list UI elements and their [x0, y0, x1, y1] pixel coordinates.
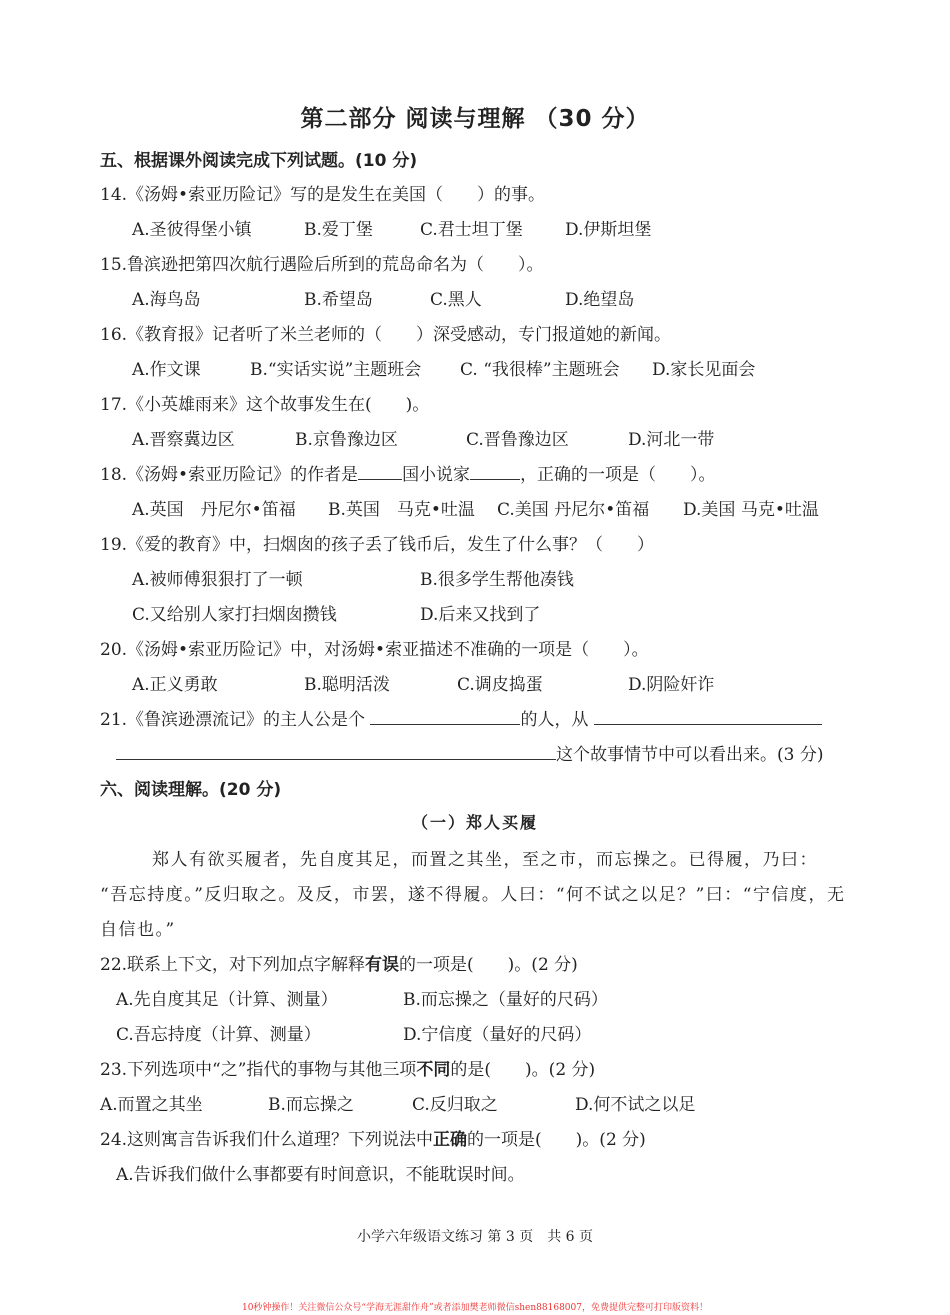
q22-option-c: C.吾忘持度（计算、测量） [116, 1025, 321, 1045]
q22-stem-a: 22.联系上下文，对下列加点字解释 [100, 955, 366, 975]
section-6-heading: 六、阅读理解。(20 分) [100, 780, 282, 800]
q15-option-d: D.绝望岛 [565, 290, 635, 310]
q17-option-a: A.晋察冀边区 [132, 430, 235, 450]
q18-blank-country[interactable] [358, 461, 402, 480]
q21-part2: 的人，从 [520, 710, 589, 730]
q24-option-a: A.告诉我们做什么事都要有时间意识，不能耽误时间。 [116, 1165, 525, 1185]
question-16: 16.《教育报》记者听了米兰老师的（ ）深受感动，专门报道她的新闻。 [100, 325, 672, 345]
q21-blank-plot-b[interactable] [116, 741, 556, 760]
question-17: 17.《小英雄雨来》这个故事发生在( )。 [100, 395, 430, 415]
question-21-line1 [100, 705, 822, 730]
q19-option-d: D.后来又找到了 [420, 605, 541, 625]
question-19: 19.《爱的教育》中，扫烟囱的孩子丢了钱币后，发生了什么事？（ ） [100, 535, 655, 555]
q23-emphasis: 不同 [416, 1060, 451, 1080]
q21-part3: 这个故事情节中可以看出来。(3 分) [556, 745, 824, 765]
q23-option-a: A.而置之其坐 [100, 1095, 203, 1115]
q23-option-b: B.而忘操之 [268, 1095, 354, 1115]
q24-emphasis: 正确 [433, 1130, 468, 1150]
q20-option-c: C.调皮捣蛋 [457, 675, 543, 695]
q16-option-b: B.“实话实说”主题班会 [250, 360, 422, 380]
q17-option-d: D.河北一带 [628, 430, 715, 450]
question-22 [100, 950, 578, 975]
q21-blank-trait[interactable] [370, 706, 520, 725]
q18-option-d: D.美国 马克•吐温 [683, 500, 819, 520]
passage-line-3: 自信也。” [100, 920, 176, 940]
section-5-heading: 五、根据课外阅读完成下列试题。(10 分) [100, 151, 418, 171]
q23-option-c: C.反归取之 [412, 1095, 498, 1115]
q19-option-c: C.又给别人家打扫烟囱攒钱 [132, 605, 337, 625]
question-21-line2 [116, 740, 823, 765]
q17-option-b: B.京鲁豫边区 [295, 430, 398, 450]
q18-stem-a: 18.《汤姆•索亚历险记》的作者是 [100, 465, 359, 485]
q18-option-b: B.英国 马克•吐温 [328, 500, 475, 520]
q23-option-d: D.何不试之以足 [575, 1095, 696, 1115]
q19-option-a: A.被师傅狠狠打了一顿 [132, 570, 303, 590]
passage-line-1: 郑人有欲买履者，先自度其足，而置之其坐，至之市，而忘操之。已得履，乃曰： [152, 850, 818, 870]
q15-option-c: C.黑人 [430, 290, 482, 310]
passage-line-2: “吾忘持度。”反归取之。及反，市罢，遂不得履。人曰：“何不试之以足？”曰：“宁信度，无 [100, 885, 846, 905]
page-title: 第二部分 阅读与理解 （30 分） [300, 106, 650, 132]
q22-emphasis: 有误 [365, 955, 400, 975]
question-20: 20.《汤姆•索亚历险记》中，对汤姆•索亚描述不准确的一项是（ ）。 [100, 640, 649, 660]
q24-stem-a: 24.这则寓言告诉我们什么道理？下列说法中 [100, 1130, 434, 1150]
question-24 [100, 1125, 646, 1150]
q14-option-d: D.伊斯坦堡 [565, 220, 652, 240]
q14-option-a: A.圣彼得堡小镇 [132, 220, 252, 240]
q22-stem-b: 的一项是( )。(2 分) [399, 955, 578, 975]
page-footer: 小学六年级语文练习 第 3 页 共 6 页 [356, 1229, 594, 1245]
q22-option-d: D.宁信度（量好的尺码） [403, 1025, 592, 1045]
q18-stem-b: 国小说家 [402, 465, 471, 485]
q16-option-a: A.作文课 [132, 360, 201, 380]
question-15: 15.鲁滨逊把第四次航行遇险后所到的荒岛命名为（ ）。 [100, 255, 544, 275]
q18-blank-author[interactable] [470, 461, 520, 480]
question-23 [100, 1055, 595, 1080]
q17-option-c: C.晋鲁豫边区 [466, 430, 569, 450]
q23-stem-a: 23.下列选项中“之”指代的事物与其他三项 [100, 1060, 417, 1080]
q15-option-a: A.海鸟岛 [132, 290, 201, 310]
q16-option-d: D.家长见面会 [652, 360, 756, 380]
q14-option-c: C.君士坦丁堡 [420, 220, 523, 240]
q21-blank-plot-a[interactable] [594, 706, 822, 725]
promo-banner: 10秒钟操作！关注微信公众号“学海无涯甜作舟”或者添加樊老师微信shen88168007，免费提供完整可打印版资料！ [241, 1303, 708, 1313]
q20-option-a: A.正义勇敢 [132, 675, 218, 695]
q23-stem-b: 的是( )。(2 分) [450, 1060, 596, 1080]
q24-stem-b: 的一项是( )。(2 分) [467, 1130, 646, 1150]
q18-option-c: C.美国 丹尼尔•笛福 [497, 500, 650, 520]
q22-option-b: B.而忘操之（量好的尺码） [403, 990, 608, 1010]
q18-option-a: A.英国 丹尼尔•笛福 [132, 500, 296, 520]
q18-stem-c: ，正确的一项是（ ）。 [520, 465, 716, 485]
q20-option-b: B.聪明活泼 [304, 675, 390, 695]
q20-option-d: D.阴险奸诈 [628, 675, 715, 695]
passage-title: （一）郑人买履 [411, 813, 538, 832]
q16-option-c: C. “我很棒”主题班会 [460, 360, 620, 380]
question-18 [100, 460, 716, 485]
q14-option-b: B.爱丁堡 [304, 220, 373, 240]
q21-part1: 21.《鲁滨逊漂流记》的主人公是个 [100, 710, 366, 730]
q19-option-b: B.很多学生帮他凑钱 [420, 570, 574, 590]
q15-option-b: B.希望岛 [304, 290, 373, 310]
question-14: 14.《汤姆•索亚历险记》写的是发生在美国（ ）的事。 [100, 185, 546, 205]
q22-option-a: A.先自度其足（计算、测量） [116, 990, 338, 1010]
